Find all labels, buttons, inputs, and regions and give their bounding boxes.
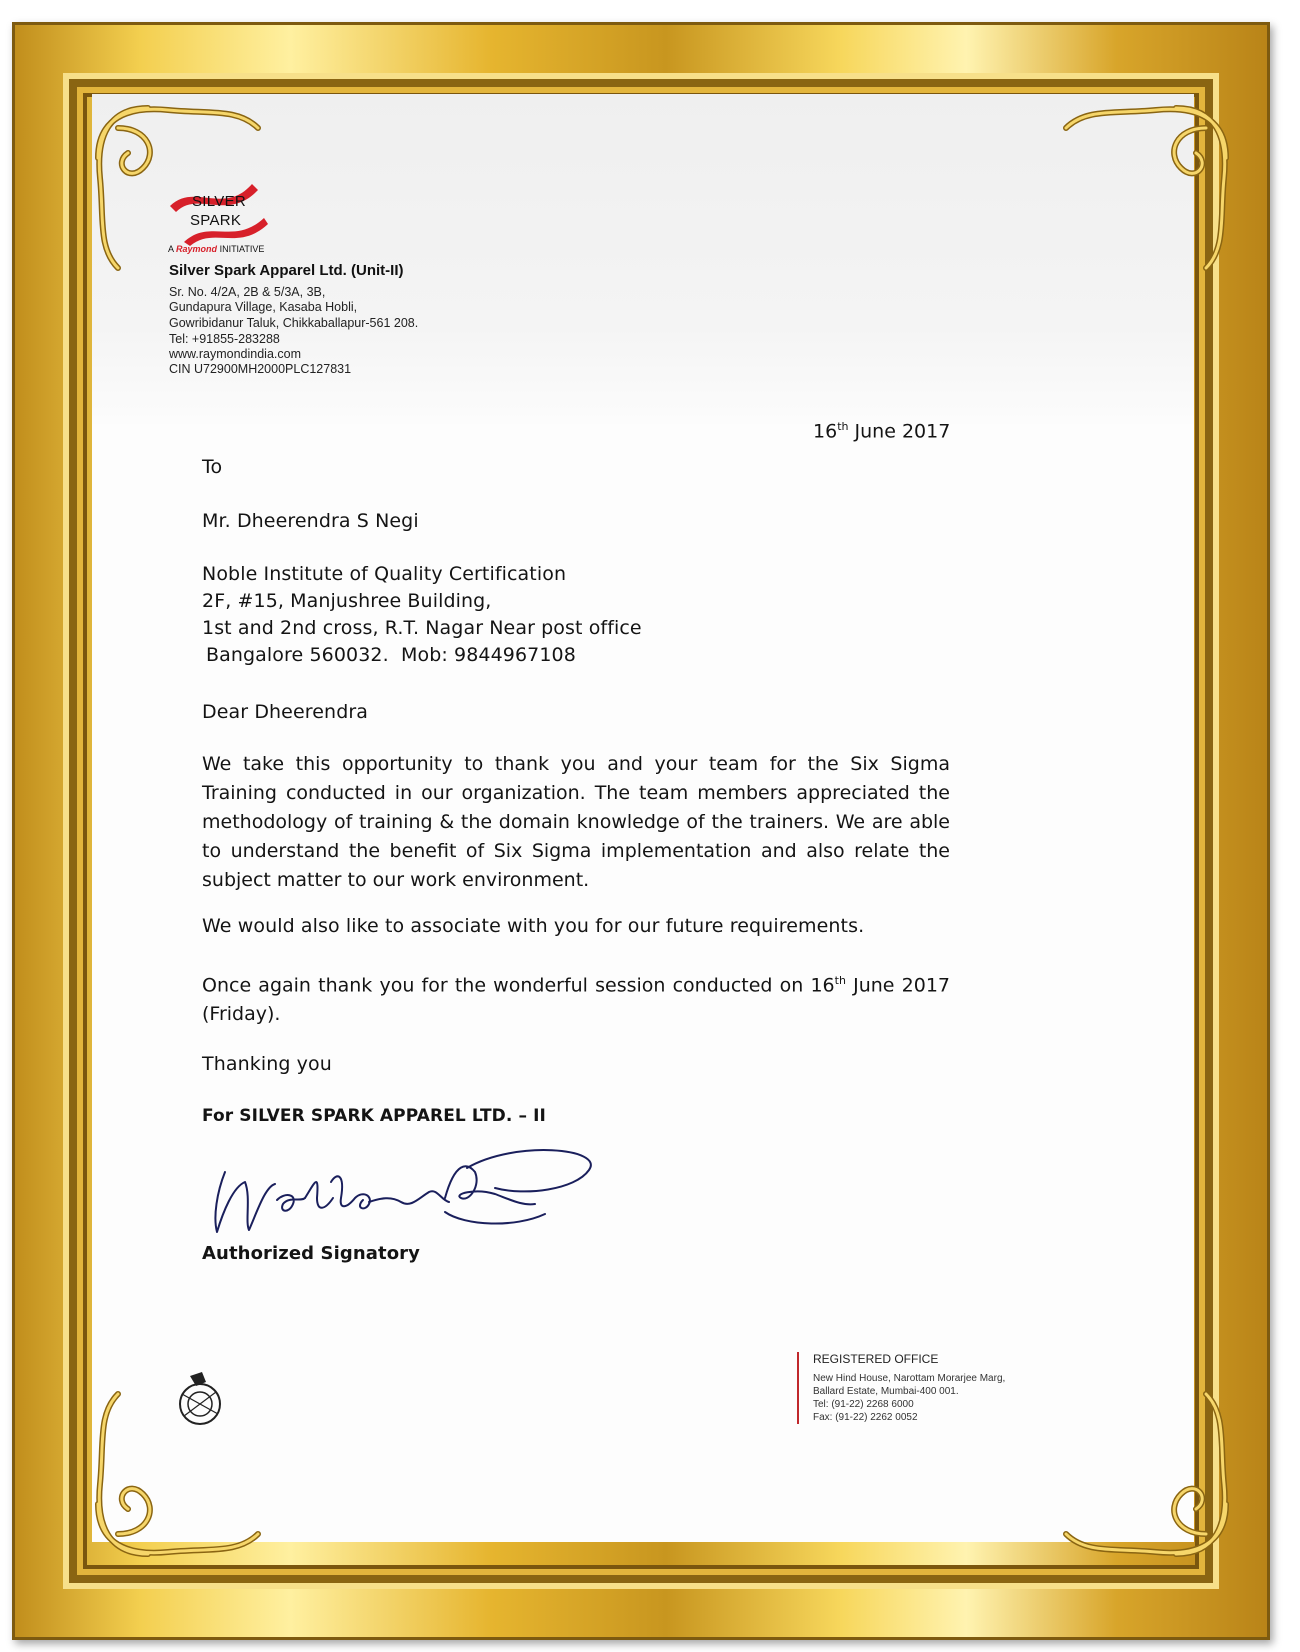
corner-ornament-icon bbox=[1046, 1374, 1236, 1564]
registered-office-line: Ballard Estate, Mumbai-400 001. bbox=[813, 1386, 959, 1397]
registered-office-line: New Hind House, Narottam Morarjee Marg, bbox=[813, 1373, 1006, 1384]
recipient-address-line: Noble Institute of Quality Certification bbox=[202, 563, 567, 585]
logo-text-silver: SILVER bbox=[192, 193, 247, 210]
logo-initiative-line bbox=[168, 244, 264, 254]
recipient-name: Mr. Dheerendra S Negi bbox=[202, 510, 419, 532]
cin-line: CIN U72900MH2000PLC127831 bbox=[169, 362, 352, 376]
crest-emblem-icon bbox=[172, 1370, 228, 1430]
authorized-signatory: Authorized Signatory bbox=[202, 1243, 420, 1264]
company-name: Silver Spark Apparel Ltd. (Unit-II) bbox=[169, 262, 404, 279]
registered-office-title: REGISTERED OFFICE bbox=[813, 1352, 939, 1366]
registered-office-tel: Tel: (91-22) 2268 6000 bbox=[813, 1399, 914, 1410]
to-label: To bbox=[202, 456, 223, 478]
address-line: Gundapura Village, Kasaba Hobli, bbox=[169, 300, 358, 314]
body-paragraph: Once again thank you for the wonderful session conducted on 16th June 2017 (Friday). bbox=[202, 974, 951, 1026]
registered-office-fax: Fax: (91-22) 2262 0052 bbox=[813, 1412, 918, 1423]
corner-ornament-icon bbox=[1046, 98, 1236, 288]
raymond-brand: Raymond bbox=[176, 244, 218, 254]
body-paragraph: We take this opportunity to thank you and your team for the Six Sigma Training conducted in our organization. The team members appreciated the methodology of training & the domain knowledge of the trainers. We are able to understand the benefit of Six Sigma implementation and also relate the subject matter to our work environment. bbox=[202, 753, 950, 891]
recipient-address-line: 2F, #15, Manjushree Building, bbox=[202, 590, 492, 612]
recipient-address-line: Bangalore 560032. Mob: 9844967108 bbox=[206, 644, 576, 666]
address-line: Gowribidanur Taluk, Chikkaballapur-561 208. bbox=[169, 316, 419, 330]
initiative-suffix: INITIATIVE bbox=[219, 244, 265, 254]
phone-line: Tel: +91855-283288 bbox=[169, 332, 280, 346]
body-paragraph: We would also like to associate with you for our future requirements. bbox=[202, 915, 865, 937]
letter-date: 16th June 2017 bbox=[813, 420, 951, 443]
company-logo bbox=[164, 176, 294, 276]
handwritten-signature-icon bbox=[205, 1142, 600, 1247]
salutation: Dear Dheerendra bbox=[202, 701, 369, 723]
for-company: For SILVER SPARK APPAREL LTD. – II bbox=[202, 1106, 546, 1126]
recipient-address-line: 1st and 2nd cross, R.T. Nagar Near post office bbox=[202, 617, 642, 639]
closing: Thanking you bbox=[202, 1053, 332, 1075]
registered-office bbox=[797, 1352, 1023, 1424]
initiative-prefix: A bbox=[168, 244, 174, 254]
logo-text-spark: SPARK bbox=[190, 212, 242, 229]
address-line: Sr. No. 4/2A, 2B & 5/3A, 3B, bbox=[169, 285, 326, 299]
website-line: www.raymondindia.com bbox=[169, 347, 301, 361]
silver-spark-swoosh-icon bbox=[164, 176, 274, 246]
